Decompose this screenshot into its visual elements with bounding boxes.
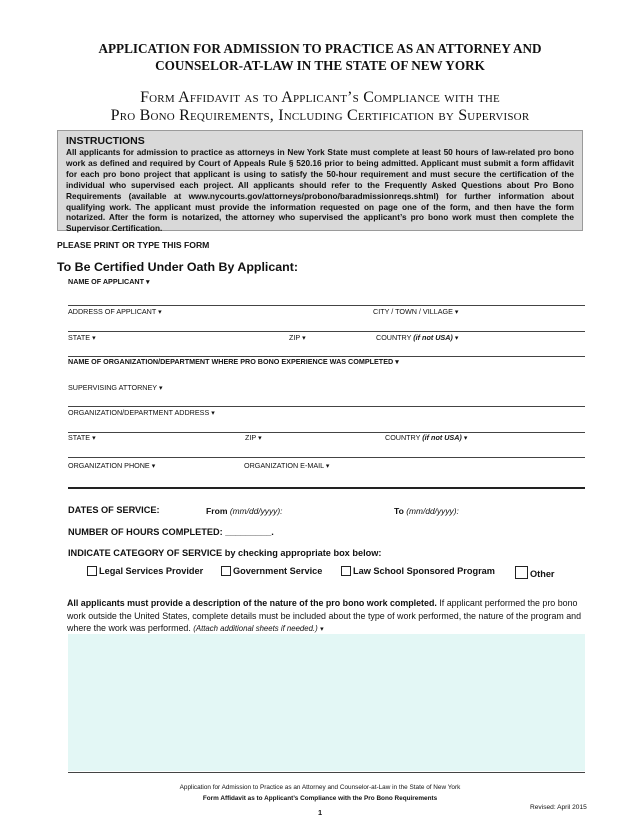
description-textarea[interactable] — [68, 634, 585, 771]
field-underline — [68, 457, 585, 458]
checkbox-legal-services-provider[interactable] — [87, 566, 203, 576]
country-field[interactable] — [376, 342, 585, 355]
from-format-hint: (mm/dd/yyyy): — [229, 506, 283, 516]
field-underline — [68, 305, 585, 306]
dropdown-arrow-icon: ▾ — [325, 463, 330, 470]
city-field[interactable] — [373, 316, 585, 330]
org-email-text: ORGANIZATION E-MAIL — [244, 461, 324, 470]
org-country-note: (if not USA) — [422, 433, 462, 442]
field-underline — [68, 772, 585, 773]
dropdown-arrow-icon: ▾ — [463, 435, 468, 442]
supervising-attorney-field[interactable] — [68, 391, 585, 405]
dropdown-arrow-icon: ▾ — [258, 435, 262, 442]
dropdown-arrow-icon: ▾ — [92, 335, 96, 342]
state-label-text: STATE — [68, 333, 91, 342]
dropdown-arrow-icon: ▾ — [302, 335, 306, 342]
org-address-text: ORGANIZATION/DEPARTMENT ADDRESS — [68, 408, 210, 417]
dropdown-arrow-icon: ▾ — [211, 410, 215, 417]
org-address-field[interactable] — [68, 417, 585, 431]
instructions-heading: INSTRUCTIONS — [66, 135, 145, 147]
supervising-attorney-text: SUPERVISING ATTORNEY — [68, 383, 157, 392]
description-italic-note: (Attach additional sheets if needed.) — [193, 624, 318, 633]
checkbox-other[interactable] — [515, 566, 555, 579]
checkbox-label: Law School Sponsored Program — [353, 566, 495, 576]
to-label-text: To — [394, 506, 404, 516]
country-note: (if not USA) — [413, 333, 453, 342]
description-instructions — [67, 597, 585, 637]
field-underline — [68, 432, 585, 433]
form-title-line2: COUNSELOR-AT-LAW IN THE STATE OF NEW YORK — [155, 58, 485, 73]
dropdown-arrow-icon: ▾ — [151, 463, 156, 470]
checkbox-government-service[interactable] — [221, 566, 322, 576]
org-phone-field[interactable] — [68, 470, 238, 486]
name-of-applicant-label — [68, 277, 150, 286]
org-phone-label — [68, 461, 155, 470]
dropdown-arrow-icon: ▾ — [320, 626, 324, 633]
country-label — [376, 333, 458, 342]
checkbox-label: Government Service — [233, 566, 323, 576]
category-label: INDICATE CATEGORY OF SERVICE by checking appropriate box below: — [68, 548, 382, 558]
dropdown-arrow-icon: ▾ — [158, 385, 163, 392]
dropdown-arrow-icon: ▾ — [92, 435, 96, 442]
state-field[interactable] — [68, 342, 283, 355]
to-date-label — [394, 506, 459, 516]
revised-date: Revised: April 2015 — [530, 804, 587, 811]
hours-completed-field[interactable] — [229, 524, 279, 538]
dropdown-arrow-icon: ▾ — [454, 309, 459, 316]
dropdown-arrow-icon: ▾ — [146, 279, 150, 286]
org-email-label — [244, 461, 329, 470]
city-label-text: CITY / TOWN / VILLAGE — [373, 307, 453, 316]
dropdown-arrow-icon: ▾ — [158, 309, 162, 316]
org-state-label — [68, 433, 96, 442]
dropdown-arrow-icon: ▾ — [454, 335, 459, 342]
org-country-text: COUNTRY — [385, 433, 421, 442]
org-state-field[interactable] — [68, 442, 238, 456]
org-zip-field[interactable] — [245, 442, 380, 456]
dropdown-arrow-icon: ▾ — [395, 359, 399, 366]
zip-label — [289, 333, 306, 342]
field-underline — [68, 331, 585, 332]
city-label — [373, 307, 458, 316]
checkbox-box[interactable] — [341, 566, 351, 576]
address-label — [68, 307, 162, 316]
dates-of-service-label: DATES OF SERVICE: — [68, 505, 160, 515]
address-field[interactable] — [68, 316, 368, 330]
zip-field[interactable] — [289, 342, 369, 355]
org-country-label — [385, 433, 467, 442]
from-date-label — [206, 506, 282, 516]
org-phone-text: ORGANIZATION PHONE — [68, 461, 150, 470]
org-zip-text: ZIP — [245, 433, 257, 442]
to-format-hint: (mm/dd/yyyy): — [406, 506, 459, 516]
form-subtitle-line1: Form Affidavit as to Applicant’s Compliance with the — [140, 89, 500, 106]
instructions-body: All applicants for admission to practice as attorneys in New York State must complete at least 50 hours of law-related pro bono work as defined and required by Court of Appeals Rule § 520.16 prior to being admitted. Applicant must submit a form affidavit for each pro bono project that applicant is using to satisfy the 50-hour requirement and must secure the certification of the individual who supervised each project. All applicants should refer to the Frequently Asked Questions about Pro Bono Requirements (available at www.nycourts.gov/attorneys/probono/baradmissionreqs.shtml) for further information about qualifying work. The applicant must provide the information requested on page one of the form, and then have the form notarized. After the form is notarized, the attorney who supervised the applicant’s pro bono work must then complete the Supervisor Certification. — [66, 147, 574, 234]
form-title — [0, 40, 640, 74]
print-note: PLEASE PRINT OR TYPE THIS FORM — [57, 240, 210, 250]
checkbox-label: Other — [530, 569, 555, 579]
form-subtitle-line2: Pro Bono Requirements, Including Certification by Supervisor — [110, 107, 530, 124]
from-date-field[interactable] — [288, 503, 383, 517]
to-date-field[interactable] — [462, 503, 585, 517]
description-bold-text: All applicants must provide a description of the nature of the pro bono work completed. — [67, 598, 437, 608]
country-label-text: COUNTRY — [376, 333, 412, 342]
checkbox-box[interactable] — [515, 566, 528, 579]
checkbox-law-school-program[interactable] — [341, 566, 495, 576]
hours-completed-label: NUMBER OF HOURS COMPLETED: _________. — [68, 527, 274, 537]
page-number: 1 — [317, 808, 323, 817]
description-normal-text: If applicant performed the pro bono work outside the United States, complete details must be included about the type of work performed, the nature of the program and where the work was performed. — [67, 598, 582, 633]
org-state-text: STATE — [68, 433, 91, 442]
checkbox-box[interactable] — [221, 566, 231, 576]
checkbox-box[interactable] — [87, 566, 97, 576]
zip-label-text: ZIP — [289, 333, 301, 342]
org-zip-label — [245, 433, 262, 442]
footer-line1: Application for Admission to Practice as an Attorney and Counselor-at-Law in the State of New York — [179, 784, 461, 791]
from-label-text: From — [206, 506, 228, 516]
instructions-box — [57, 130, 583, 234]
org-country-field[interactable] — [385, 442, 585, 456]
form-subtitle — [0, 89, 640, 125]
organization-name-field[interactable] — [68, 366, 585, 380]
footer-line2: Form Affidavit as to Applicant’s Compliance with the Pro Bono Requirements — [202, 795, 438, 802]
form-title-line1: APPLICATION FOR ADMISSION TO PRACTICE AS AN ATTORNEY AND — [98, 41, 542, 56]
org-address-label — [68, 408, 215, 417]
name-of-applicant-field[interactable] — [68, 286, 585, 304]
name-of-applicant-text: NAME OF APPLICANT — [68, 277, 144, 286]
certify-heading: To Be Certified Under Oath By Applicant: — [57, 260, 298, 274]
state-label — [68, 333, 96, 342]
org-email-field[interactable] — [244, 470, 585, 486]
checkbox-label: Legal Services Provider — [99, 566, 204, 576]
organization-name-text: NAME OF ORGANIZATION/DEPARTMENT WHERE PRO BONO EXPERIENCE WAS COMPLETED — [68, 357, 394, 366]
address-label-text: ADDRESS OF APPLICANT — [68, 307, 157, 316]
section-divider — [68, 487, 585, 489]
organization-name-label — [68, 357, 399, 366]
field-underline — [68, 406, 585, 407]
